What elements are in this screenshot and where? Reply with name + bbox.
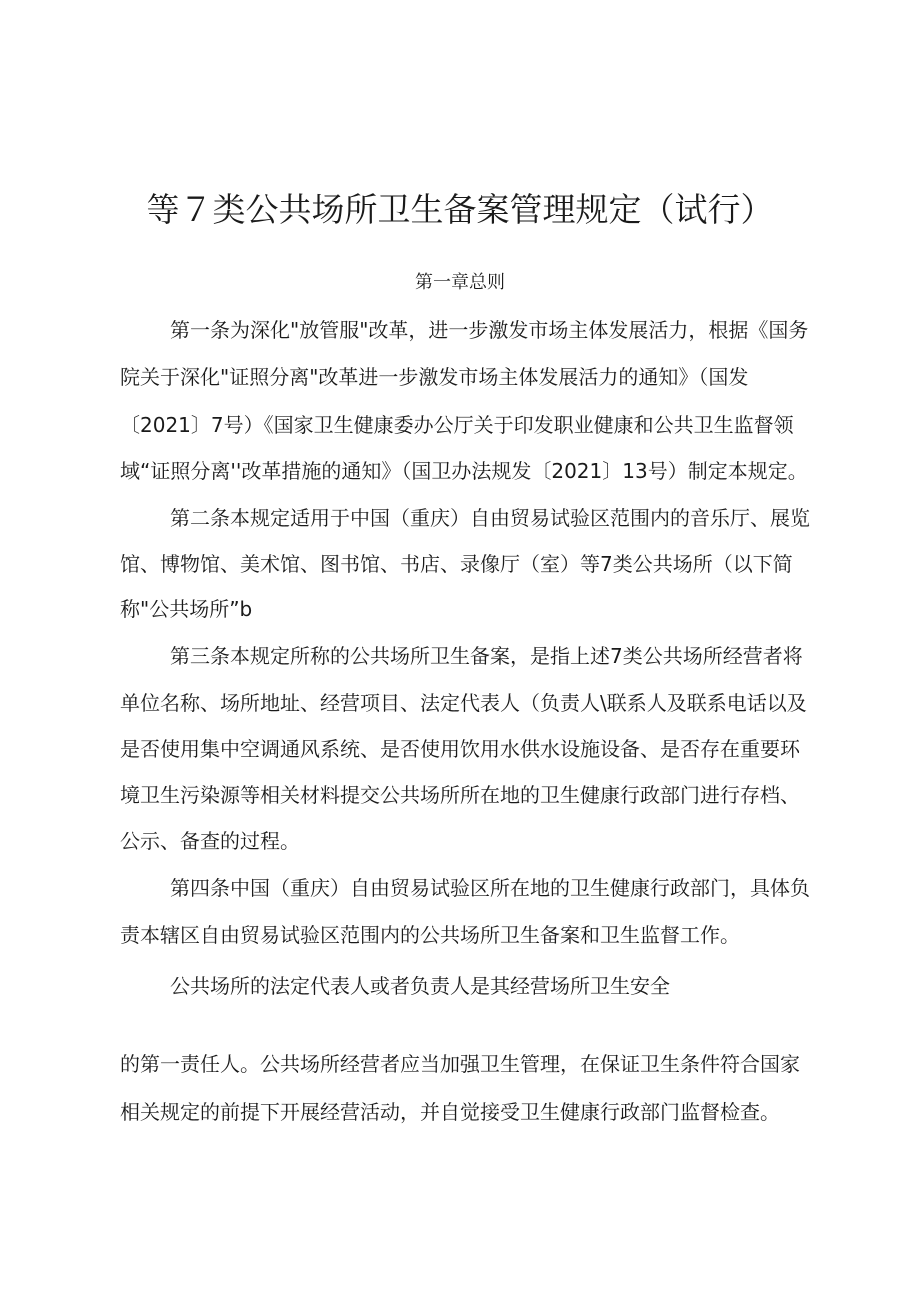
article-2-line-1: 第二条本规定适用于中国（重庆）自由贸易试验区范围内的音乐厅、展览 (170, 506, 810, 530)
article-3-line-5: 公示、备查的过程。 (120, 829, 300, 853)
article-4-line-1: 第四条中国（重庆）自由贸易试验区所在地的卫生健康行政部门，具体负 (170, 876, 810, 900)
article-4-line-2: 责本辖区自由贸易试验区范围内的公共场所卫生备案和卫生监督工作。 (120, 923, 740, 947)
article-1-line-1: 第一条为深化"放管服"改革，进一步激发市场主体发展活力，根据《国务 (170, 318, 809, 342)
document-title: 等７类公共场所卫生备案管理规定（试行） (146, 190, 774, 230)
article-3-line-3: 是否使用集中空调通风系统、是否使用饮用水供水设施设备、是否存在重要环 (120, 737, 800, 761)
article-2-line-3: 称"公共场所”b (120, 597, 253, 621)
article-1-line-3: 〔2021〕7号）《国家卫生健康委办公厅关于印发职业健康和公共卫生监督领 (120, 413, 794, 437)
article-4-line-3: 公共场所的法定代表人或者负责人是其经营场所卫生安全 (170, 974, 670, 998)
article-1-line-4: 域“证照分离''改革措施的通知》（国卫办法规发〔2021〕13号）制定本规定。 (120, 459, 808, 483)
article-3-line-4: 境卫生污染源等相关材料提交公共场所所在地的卫生健康行政部门进行存档、 (120, 783, 800, 807)
article-3-line-2: 单位名称、场所地址、经营项目、法定代表人（负责人\联系人及联系电话以及 (120, 691, 807, 715)
article-4-line-4: 的第一责任人。公共场所经营者应当加强卫生管理，在保证卫生条件符合国家 (120, 1052, 800, 1076)
article-4-line-5: 相关规定的前提下开展经营活动，并自觉接受卫生健康行政部门监督检查。 (120, 1100, 780, 1124)
article-1-line-2: 院关于深化"证照分离"改革进一步激发市场主体发展活力的通知》（国发 (120, 365, 749, 389)
chapter-heading: 第一章总则 (415, 272, 505, 293)
article-3-line-1: 第三条本规定所称的公共场所卫生备案，是指上述7类公共场所经营者将 (170, 644, 803, 668)
article-2-line-2: 馆、博物馆、美术馆、图书馆、书店、录像厅（室）等7类公共场所（以下简 (120, 552, 793, 576)
